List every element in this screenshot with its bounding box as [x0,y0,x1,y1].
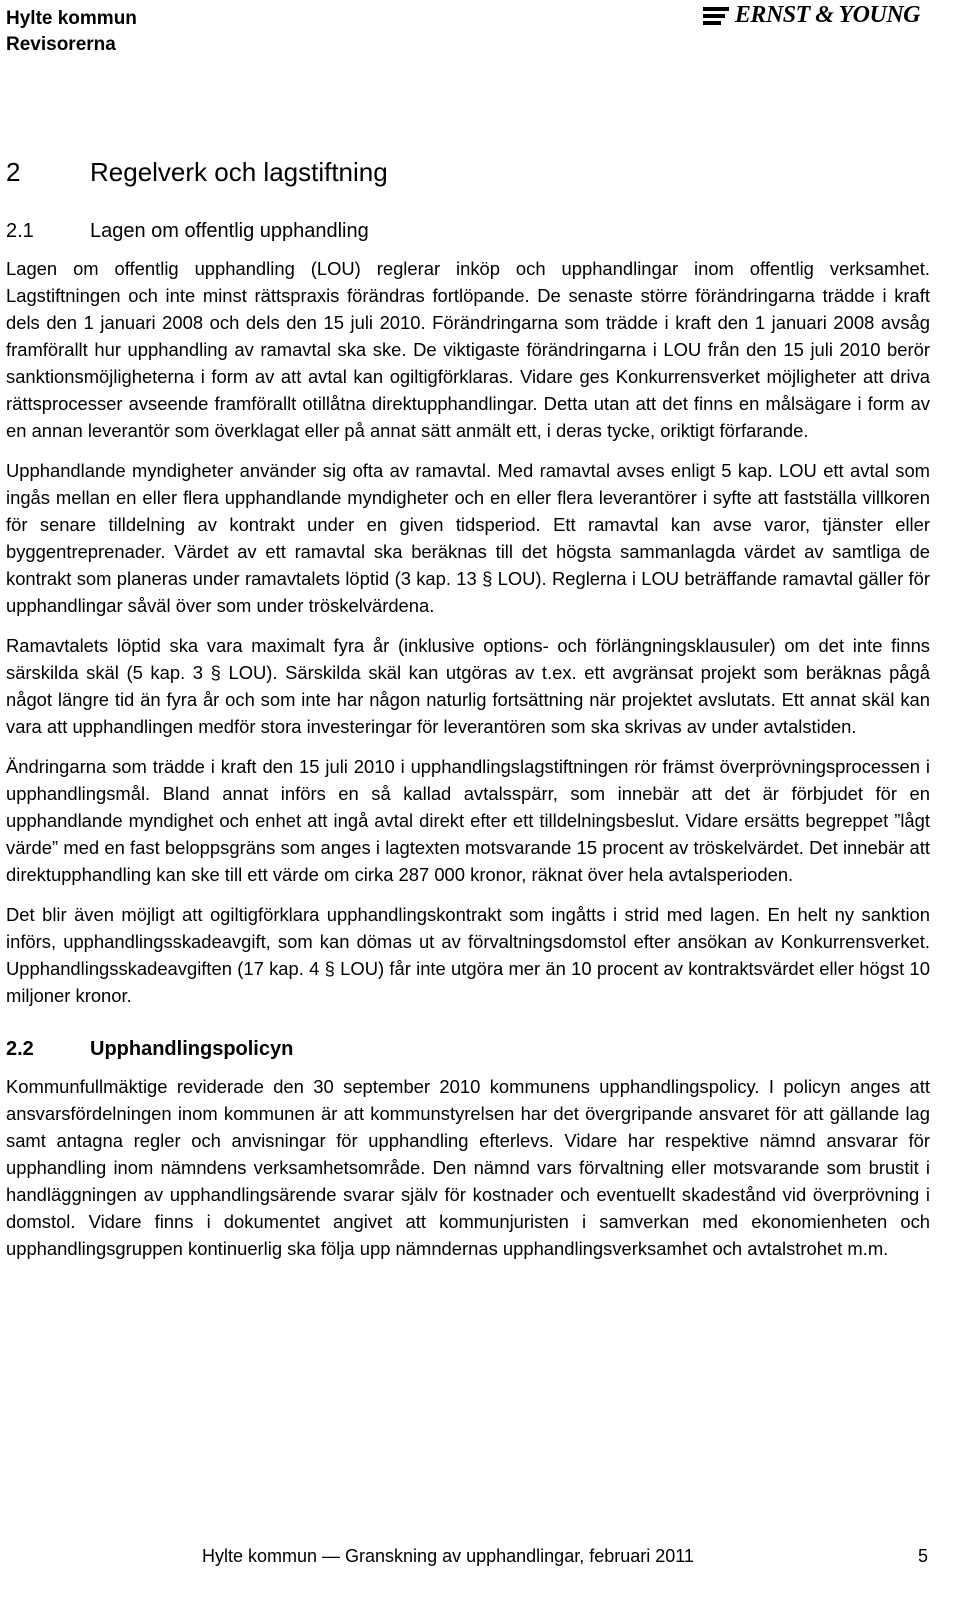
logo-bars-icon [703,5,729,27]
section-heading-2-1 [6,217,930,245]
paragraph: Upphandlande myndigheter använder sig ofta av ramavtal. Med ramavtal avses enligt 5 kap. LOU ett avtal som ingås mellan en eller flera upphandlande myndigheter och en eller flera leverantörer i syfte att fastställa villkoren för senare tilldelning av kontrakt under en given tidsperiod. Ett ramavtal kan avse varor, tjänster eller byggentreprenader. Värdet av ett ramavtal ska beräknas till det högsta sammanlagda värdet av samtliga de kontrakt som planeras under ramavtalets löptid (3 kap. 13 § LOU). Reglerna i LOU beträffande ramavtal gäller för upphandlingar såväl över som under tröskelvärdena. [6,460,930,616]
paragraph: Kommunfullmäktige reviderade den 30 september 2010 kommunens upphandlingspolicy. I policyn anges att ansvarsfördelningen inom kommunen är att kommunstyrelsen har det övergripande ansvaret för att gällande lag samt antagna regler och anvisningar för upphandling efterlevs. Vidare har respektive nämnd ansvarar för upphandling inom nämndens verksamhetsområde. Den nämnd vars förvaltning eller motsvarande som brustit i handläggningen av upphandlingsärende svarar själv för kostnader och eventuellt skadestånd vid överprövning i domstol. Vidare finns i dokumentet angivet att kommunjuristen i samverkan med ekonomienheten och upphandlingsgruppen kontinuerlig ska följa upp nämndernas upphandlingsverksamhet och avtalstrohet m.m. [6,1076,930,1259]
section-heading-2-2 [6,1035,930,1063]
ernst-young-logo [703,2,920,29]
document-body [6,155,930,1275]
page-number: 5 [917,1546,928,1566]
paragraph: Lagen om offentlig upphandling (LOU) reglerar inköp och upphandlingar inom offentlig verksamhet. Lagstiftningen och inte minst rättspraxis förändras fortlöpande. De senaste större förändringarna trädde i kraft dels den 1 januari 2008 och dels den 15 juli 2010. Förändringarna som trädde i kraft den 1 januari 2008 avsåg framförallt hur upphandling av ramavtal ska ske. De viktigaste förändringarna i LOU från den 15 juli 2010 berör sanktionsmöjligheterna i form av att avtal kan ogiltigförklaras. Vidare ges Konkurrensverket möjligheter att driva rättsprocesser avseende framförallt otillåtna direktupphandlingar. Detta utan att det finns en målsägare i form av en annan leverantör som överklagat eller på annat sätt anmält ett, i deras tycke, oriktigt förfarande. [6,258,930,441]
section-number: 2.1 [6,220,34,242]
section-title: Upphandlingspolicyn [90,1038,294,1060]
chapter-heading [6,155,930,189]
chapter-number: 2 [6,157,21,187]
section-title: Lagen om offentlig upphandling [90,220,369,242]
header-org: Hylte kommun [6,8,137,29]
logo-text: ERNST & YOUNG [734,2,920,28]
header-dept: Revisorerna [6,34,116,55]
chapter-title: Regelverk och lagstiftning [90,157,388,187]
paragraph: Det blir även möjligt att ogiltigförklara upphandlingskontrakt som ingåtts i strid med lagen. En helt ny sanktion införs, upphandlingsskadeavgift, som kan dömas ut av förvaltningsdomstol efter ansökan av Konkurrensverket. Upphandlingsskadeavgiften (17 kap. 4 § LOU) får inte utgöra mer än 10 procent av kontraktsvärdet eller högst 10 miljoner kronor. [6,904,930,1006]
paragraph: Ändringarna som trädde i kraft den 15 juli 2010 i upphandlingslagstiftningen rör främst överprövningsprocessen i upphandlingsmål. Bland annat införs en så kallad avtalsspärr, som innebär att det är förbjudet för en upphandlande myndighet och enhet att ingå avtal direkt efter ett tilldelningsbeslut. Vidare ersätts begreppet ”lågt värde” med en fast beloppsgräns som anges i lagtexten motsvarande 15 procent av tröskelvärdet. Det innebär att direktupphandling kan ske till ett värde om cirka 287 000 kronor, räknat över hela avtalsperioden. [6,756,930,885]
page-header [6,6,137,58]
paragraph: Ramavtalets löptid ska vara maximalt fyra år (inklusive options- och förlängningsklausuler) om det inte finns särskilda skäl (5 kap. 3 § LOU). Särskilda skäl kan utgöras av t.ex. ett avgränsat projekt som beräknas pågå något längre tid än fyra år och som inte har någon naturlig fortsättning när projektet avslutats. Ett annat skäl kan vara att upphandlingen medför stora investeringar för leverantören som ska skrivas av under avtalstiden. [6,635,930,737]
section-number: 2.2 [6,1038,34,1060]
footer-text: Hylte kommun — Granskning av upphandlingar, februari 2011 [202,1546,694,1566]
